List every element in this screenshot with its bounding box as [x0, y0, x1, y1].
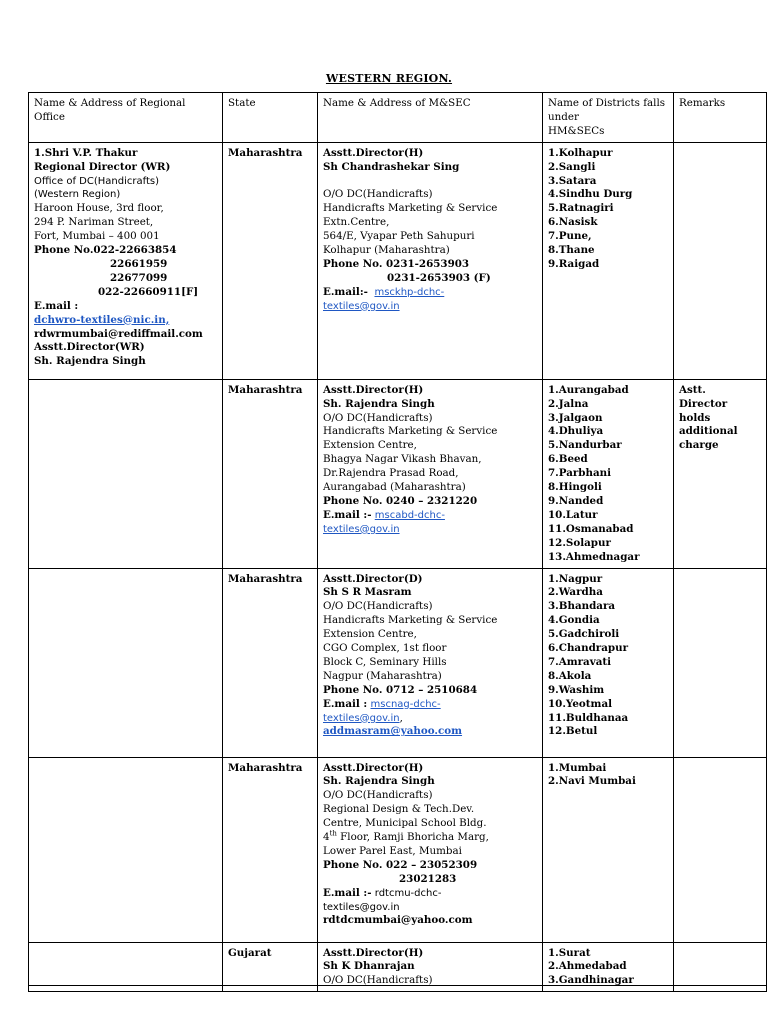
districts-cell [543, 142, 674, 379]
msec-address-2: Dr.Rajendra Prasad Road, [323, 467, 459, 480]
msec-email-link-3[interactable]: addmasram@yahoo.com [323, 725, 463, 738]
msec-centre-1: Handicrafts Marketing & Service [323, 202, 498, 215]
msec-designation: Asstt.Director(H) [323, 383, 424, 396]
msec-email-link-1[interactable]: mscabd-dchc- [374, 509, 445, 521]
msec-email-line [323, 698, 537, 712]
msec-email-label: E.mail : [323, 697, 368, 710]
remark-line: holds [679, 411, 711, 424]
district-item: 13.Ahmednagar [548, 550, 640, 563]
office-phone-3: 22677099 [110, 271, 168, 284]
remark-line: Director [679, 397, 728, 410]
district-item: 12.Betul [548, 725, 598, 738]
page-title-wrap [0, 67, 768, 86]
msec-address-1: Bhagya Nagar Vikash Bhavan, [323, 453, 482, 466]
header-districts-line1: Name of Districts falls under [548, 97, 666, 123]
office-head-designation: Regional Director (WR) [34, 160, 171, 173]
district-item: 4.Dhuliya [548, 425, 604, 438]
remarks-cell [674, 142, 767, 379]
msec-officer: Sh S R Masram [323, 586, 412, 599]
msec-designation: Asstt.Director(H) [323, 761, 424, 774]
district-item: 5.Ratnagiri [548, 202, 614, 215]
district-item: 8.Akola [548, 669, 592, 682]
district-item: 3.Satara [548, 174, 597, 187]
header-districts-line2: HM&SECs [548, 124, 605, 137]
msec-email-link-2[interactable]: textiles@gov.in [323, 712, 400, 724]
district-item: 1.Nagpur [548, 572, 603, 585]
msec-office: O/O DC(Handicrafts) [323, 974, 433, 987]
district-item: 10.Latur [548, 508, 598, 521]
district-item: 8.Hingoli [548, 481, 602, 494]
district-item: 6.Beed [548, 453, 588, 466]
district-item: 3.Bhandara [548, 600, 616, 613]
table-row [29, 757, 767, 942]
office-address-1: Haroon House, 3rd floor, [34, 202, 164, 215]
msec-email-link-2[interactable]: textiles@gov.in [323, 523, 400, 535]
msec-email-line-2: textiles@gov.in, [323, 711, 403, 724]
msec-office: O/O DC(Handicrafts) [323, 188, 433, 201]
msec-address-2: Kolhapur (Maharashtra) [323, 244, 450, 257]
msec-office: O/O DC(Handicrafts) [323, 600, 433, 613]
western-region-table [28, 92, 767, 992]
district-item: 11.Buldhanaa [548, 711, 629, 724]
district-item: 4.Sindhu Durg [548, 188, 633, 201]
remarks-cell [674, 379, 767, 568]
msec-officer: Sh Chandrashekar Sing [323, 160, 460, 173]
districts-cell [543, 379, 674, 568]
state-cell: Maharashtra [223, 142, 318, 379]
district-item: 7.Parbhani [548, 467, 612, 480]
district-item: 11.Osmanabad [548, 522, 634, 535]
district-item: 3.Gandhinagar [548, 974, 634, 987]
msec-designation: Asstt.Director(H) [323, 146, 424, 159]
regional-office-cell [29, 757, 223, 942]
msec-address-1-rest: Floor, Ramji Bhoricha Marg, [336, 831, 489, 844]
header-districts [543, 93, 674, 143]
table-row [29, 568, 767, 757]
office-head-name: 1.Shri V.P. Thakur [34, 146, 138, 159]
msec-email-link-2[interactable]: textiles@gov.in [323, 300, 400, 312]
msec-centre-1: Handicrafts Marketing & Service [323, 425, 498, 438]
district-item: 2.Jalna [548, 397, 589, 410]
msec-cell [318, 568, 543, 757]
msec-email-label: E.mail :- [323, 886, 372, 899]
msec-designation: Asstt.Director(H) [323, 946, 424, 959]
header-msec: Name & Address of M&SEC [318, 93, 543, 143]
page-title: WESTERN REGION. [325, 72, 453, 85]
district-item: 2.Wardha [548, 586, 603, 599]
msec-address-2: Lower Parel East, Mumbai [323, 844, 462, 857]
district-item: 9.Raigad [548, 257, 600, 270]
msec-address-1: 564/E, Vyapar Peth Sahupuri [323, 230, 475, 243]
msec-phone-2: 0231-2653903 (F) [387, 271, 491, 284]
table-row [29, 142, 767, 379]
district-item: 6.Chandrapur [548, 642, 628, 655]
district-item: 2.Sangli [548, 160, 596, 173]
msec-email-text-1: rdtcmu-dchc- [374, 887, 442, 899]
table-row [29, 379, 767, 568]
msec-phone: Phone No. 0712 – 2510684 [323, 683, 478, 696]
msec-cell [318, 379, 543, 568]
state-cell: Maharashtra [223, 379, 318, 568]
msec-centre-1: Regional Design & Tech.Dev. [323, 803, 475, 816]
district-item: 1.Aurangabad [548, 383, 629, 396]
office-phone-4: 022-22660911[F] [98, 285, 199, 298]
district-item: 2.Ahmedabad [548, 960, 627, 973]
msec-address-3: Nagpur (Maharashtra) [323, 669, 442, 682]
office-phone-1: Phone No.022-22663854 [34, 244, 177, 257]
district-item: 10.Yeotmal [548, 697, 613, 710]
msec-phone: Phone No. 022 – 23052309 [323, 858, 478, 871]
msec-centre-2: Extension Centre, [323, 439, 417, 452]
state-cell: Maharashtra [223, 757, 318, 942]
msec-email-text-2: textiles@gov.in [323, 901, 400, 913]
msec-email-label: E.mail :- [323, 508, 372, 521]
msec-email-line [323, 887, 537, 901]
state-cell: Gujarat [223, 942, 318, 992]
msec-cell [318, 757, 543, 942]
msec-office: O/O DC(Handicrafts) [323, 411, 433, 424]
msec-phone: Phone No. 0240 – 2321220 [323, 494, 478, 507]
msec-floor-suffix: th [329, 829, 337, 838]
msec-centre-2: Extn.Centre, [323, 216, 390, 229]
msec-officer: Sh. Rajendra Singh [323, 775, 435, 788]
office-phone-2: 22661959 [110, 257, 168, 270]
header-remarks: Remarks [674, 93, 767, 143]
remark-line: Astt. [679, 383, 706, 396]
remark-line: additional [679, 425, 738, 438]
msec-address-1: CGO Complex, 1st floor [323, 642, 447, 655]
header-regional-office: Name & Address of Regional Office [29, 93, 223, 143]
districts-cell [543, 757, 674, 942]
district-item: 5.Gadchiroli [548, 628, 620, 641]
office-email-label: E.mail : [34, 299, 79, 312]
district-item: 3.Jalgaon [548, 411, 603, 424]
msec-email-line [323, 286, 537, 300]
msec-centre-2: Extension Centre, [323, 628, 417, 641]
header-state: State [223, 93, 318, 143]
district-item: 1.Mumbai [548, 761, 607, 774]
district-item: 6.Nasisk [548, 216, 598, 229]
state-cell: Maharashtra [223, 568, 318, 757]
msec-designation: Asstt.Director(D) [323, 572, 423, 585]
msec-email-3: rdtdcmumbai@yahoo.com [323, 914, 473, 927]
msec-floor-number: 4 [323, 831, 330, 844]
office-address-2: 294 P. Nariman Street, [34, 216, 154, 229]
district-item: 8.Thane [548, 244, 595, 257]
regional-office-cell [29, 142, 223, 379]
msec-email-line [323, 509, 537, 523]
asst-director-designation: Asstt.Director(WR) [34, 341, 145, 354]
office-email-2: rdwrmumbai@rediffmail.com [34, 327, 203, 340]
msec-address-3: Aurangabad (Maharashtra) [323, 481, 466, 494]
msec-centre-1: Handicrafts Marketing & Service [323, 614, 498, 627]
district-item: 9.Nanded [548, 494, 604, 507]
office-name: Office of DC(Handicrafts) [34, 175, 159, 187]
asst-director-name: Sh. Rajendra Singh [34, 355, 146, 368]
table-bottom-border [28, 985, 767, 986]
msec-address-2: Block C, Seminary Hills [323, 655, 447, 668]
district-item: 7.Amravati [548, 655, 612, 668]
office-address-3: Fort, Mumbai – 400 001 [34, 230, 160, 243]
remarks-cell [674, 568, 767, 757]
district-item: 4.Gondia [548, 614, 600, 627]
msec-officer: Sh. Rajendra Singh [323, 397, 435, 410]
msec-centre-2: Centre, Municipal School Bldg. [323, 817, 487, 830]
district-item: 7.Pune, [548, 230, 592, 243]
blank-line [323, 175, 537, 189]
remark-line: charge [679, 439, 719, 452]
msec-email-link-1[interactable]: mscnag-dchc- [370, 698, 441, 710]
msec-email-link-1[interactable]: msckhp-dchc- [374, 286, 445, 298]
district-item: 9.Washim [548, 683, 605, 696]
regional-office-cell [29, 568, 223, 757]
msec-cell [318, 142, 543, 379]
district-item: 1.Surat [548, 946, 591, 959]
table-header-row [29, 93, 767, 143]
district-item: 5.Nandurbar [548, 439, 622, 452]
district-item: 2.Navi Mumbai [548, 775, 636, 788]
msec-phone: Phone No. 0231-2653903 [323, 257, 470, 270]
msec-phone-2: 23021283 [399, 872, 457, 885]
office-email-link[interactable]: dchwro-textiles@nic.in, [34, 313, 170, 326]
msec-officer: Sh K Dhanrajan [323, 960, 415, 973]
msec-office: O/O DC(Handicrafts) [323, 789, 433, 802]
msec-address-1 [323, 831, 537, 845]
districts-cell [543, 568, 674, 757]
regional-office-cell [29, 379, 223, 568]
office-region: (Western Region) [34, 189, 121, 201]
msec-email-label: E.mail:- [323, 285, 368, 298]
remarks-cell [674, 757, 767, 942]
district-item: 12.Solapur [548, 536, 611, 549]
district-item: 1.Kolhapur [548, 146, 613, 159]
